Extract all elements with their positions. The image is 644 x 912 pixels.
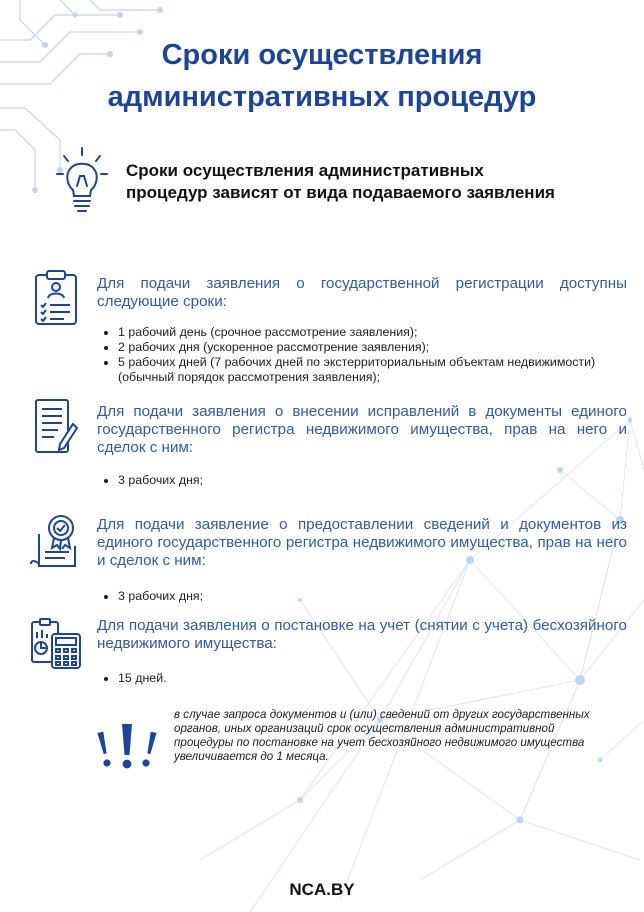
list-item: • 3 рабочих дня;: [118, 589, 618, 604]
subtitle-line-1: Сроки осуществления административных: [126, 161, 484, 180]
section-4-list: [102, 671, 618, 686]
list-item: • 1 рабочий день (срочное рассмотрение заявления);: [118, 325, 618, 340]
document-pen-icon: [34, 398, 78, 456]
page-subtitle: [126, 160, 626, 204]
subtitle-line-2: процедур зависят от вида подаваемого заявления: [126, 183, 555, 202]
section-2-lead: Для подачи заявления о внесении исправлений в документы единого государственного регистра недвижимого имущества, прав на него и сделок с ним:: [97, 403, 627, 456]
title-line-1: Сроки осуществления: [161, 39, 483, 71]
section-3-lead: Для подачи заявление о предоставлении сведений и документов из единого государственного регистра недвижимого имущества, прав на него и сделок с ним:: [97, 516, 627, 569]
section-4-lead: Для подачи заявления о постановке на учет (снятии с учета) бесхозяйного недвижимого имущества:: [97, 617, 627, 652]
lightbulb-icon: [56, 146, 108, 214]
list-item: • 15 дней.: [118, 671, 618, 686]
list-item: • 5 рабочих дней (7 рабочих дней по экстерриториальным объектам недвижимости) (обычный порядок рассмотрения заявления);: [118, 355, 618, 385]
section-1-list: [102, 325, 618, 385]
list-item: • 3 рабочих дня;: [118, 473, 618, 488]
title-line-2: административных процедур: [107, 81, 537, 113]
section-2-list: [102, 473, 618, 488]
certificate-seal-icon: [27, 512, 83, 570]
exclamation-marks-icon: [92, 722, 162, 770]
note-text: в случае запроса документов и (или) сведений от других государственных органов, иных организаций срок осуществления административной процедуры по постановке на учет бесхозяйного недвижимого имущества увеличивается до 1 месяца.: [174, 708, 590, 763]
list-item: • 2 рабочих дня (ускоренное рассмотрение заявления);: [118, 340, 618, 355]
footer-brand: NCA.BY: [289, 880, 355, 899]
section-3-list: [102, 589, 618, 604]
calculator-report-icon: [30, 618, 82, 670]
section-1-lead: Для подачи заявления о государственной регистрации доступны следующие сроки:: [97, 275, 627, 310]
clipboard-checklist-icon: [34, 270, 78, 326]
page-title: [40, 34, 604, 118]
